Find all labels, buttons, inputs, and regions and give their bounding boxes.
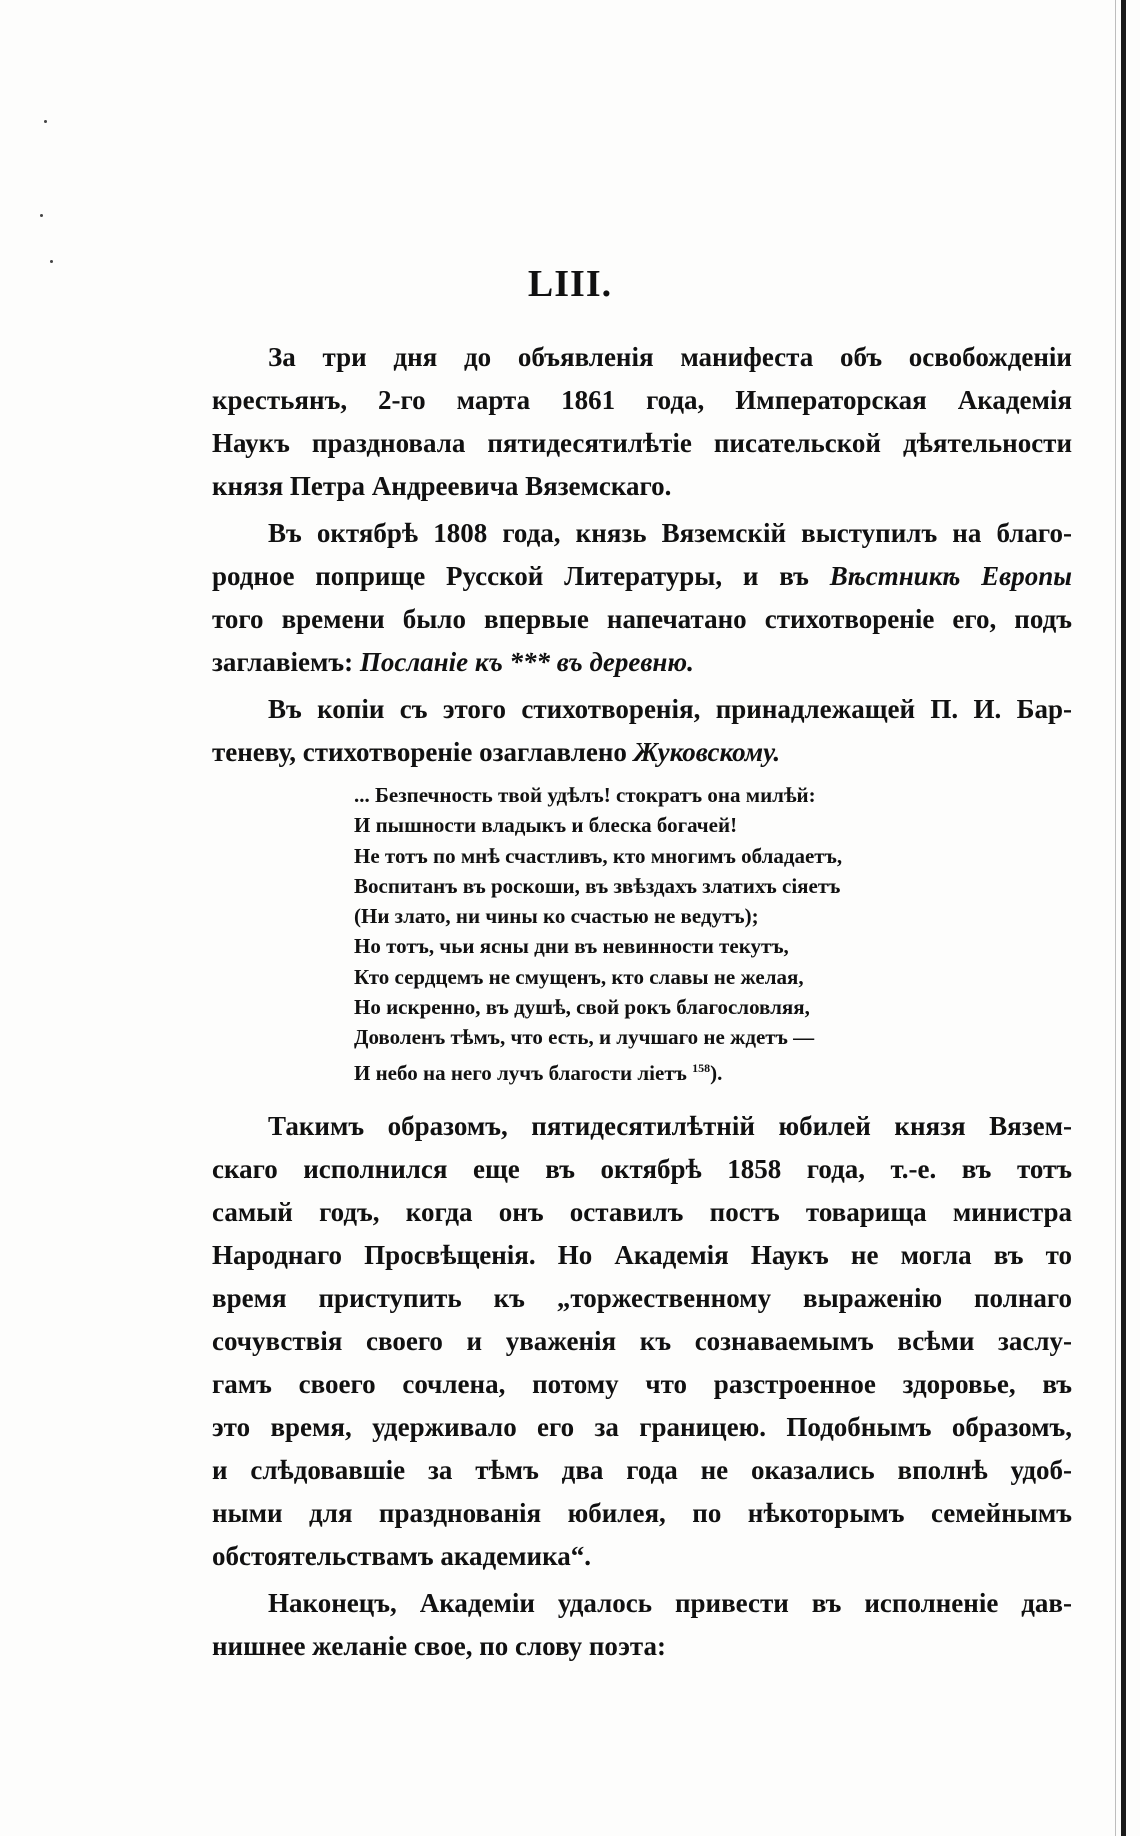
paragraph-4 — [212, 1105, 1072, 1578]
text-line: князя Петра Андреевича Вяземскаго. — [212, 471, 672, 501]
verse-line: ... Безпечность твой удѣлъ! стократъ она милѣй: — [354, 783, 816, 807]
text-line: Въ октябрѣ 1808 года, князь Вяземскій выступилъ на благо- — [268, 518, 1072, 548]
scan-speck — [44, 120, 47, 123]
dedicatee-name: Жуковскому. — [633, 737, 781, 767]
text-segment: теневу, стихотвореніе озаглавлено — [212, 737, 634, 767]
text-line: нишнее желаніе свое, по слову поэта: — [212, 1631, 667, 1661]
text-line — [212, 731, 1072, 774]
verse-line: Но искренно, въ душѣ, свой рокъ благословляя, — [354, 995, 810, 1020]
text-line — [212, 641, 1072, 684]
poem-title: Посланіе къ *** въ деревню. — [359, 647, 694, 677]
main-text-lower — [212, 1105, 1072, 1668]
text-line: сочувствія своего и уваженія къ сознаваемымъ всѣми заслу- — [212, 1326, 1072, 1356]
text-line: Народнаго Просвѣщенія. Но Академія Наукъ не могла въ то — [212, 1240, 1072, 1270]
verse-line: Воспитанъ въ роскоши, въ звѣздахъ златихъ сіяетъ — [354, 873, 841, 898]
text-line: крестьянъ, 2-го марта 1861 года, Императорская Академія — [212, 385, 1072, 415]
text-line: За три дня до объявленія манифеста объ освобожденіи — [268, 342, 1072, 372]
paragraph-2 — [212, 512, 1072, 684]
paragraph-1 — [212, 336, 1072, 508]
verse-line — [354, 1053, 954, 1083]
paragraph-5 — [212, 1582, 1072, 1668]
footnote-marker: 158 — [692, 1060, 711, 1075]
paragraph-3 — [212, 688, 1072, 774]
verse-line: Доволенъ тѣмъ, что есть, и лучшаго не ждетъ — — [354, 1025, 815, 1050]
text-line: самый годъ, когда онъ оставилъ постъ товарища министра — [212, 1197, 1072, 1227]
verse-line: Не тотъ по мнѣ счастливъ, кто многимъ обладаетъ, — [354, 843, 843, 868]
text-line: Наукъ праздновала пятидесятилѣтіе писательской дѣятельности — [212, 428, 1072, 458]
verse-line: (Ни злато, ни чины ко счастью не ведутъ); — [354, 904, 759, 929]
text-line: того времени было впервые напечатано стихотвореніе его, подъ — [212, 604, 1072, 634]
verse-line: Кто сердцемъ не смущенъ, кто славы не желая, — [354, 964, 804, 989]
verse-text: И небо на него лучъ благости ліетъ — [354, 1060, 687, 1085]
text-line: ными для празднованія юбилея, по нѣкоторымъ семейнымъ — [212, 1498, 1072, 1528]
text-line: Наконецъ, Академіи удалось привести въ исполненіе дав- — [268, 1588, 1072, 1618]
verse-end: ). — [710, 1060, 723, 1085]
verse-block — [354, 780, 954, 1083]
journal-title: Вѣстникѣ Европы — [829, 561, 1072, 591]
text-line — [212, 555, 1072, 598]
text-line: это время, удерживало его за границею. Подобнымъ образомъ, — [212, 1412, 1072, 1442]
text-line: гамъ своего сочлена, потому что разстроенное здоровье, въ — [212, 1369, 1072, 1399]
verse-line: Но тотъ, чьи ясны дни въ невинности текутъ, — [354, 934, 789, 959]
text-line: скаго исполнился еще въ октябрѣ 1858 года, т.-е. въ тотъ — [212, 1154, 1072, 1184]
verse-line: И пышности владыкъ и блеска богачей! — [354, 813, 738, 838]
scan-speck — [40, 214, 43, 217]
main-text-upper — [212, 336, 1072, 774]
chapter-heading: LIII. — [527, 263, 613, 305]
text-line: время приступить къ „торжественному выраженію полнаго — [212, 1283, 1072, 1313]
text-line: и слѣдовавшіе за тѣмъ два года не оказались вполнѣ удоб- — [212, 1455, 1072, 1485]
text-line: обстоятельствамъ академика“. — [212, 1541, 592, 1571]
text-line: Такимъ образомъ, пятидесятилѣтній юбилей князя Вязем- — [268, 1111, 1072, 1141]
text-line: Въ копіи съ этого стихотворенія, принадлежащей П. И. Бар- — [268, 694, 1072, 724]
text-segment: заглавіемъ: — [212, 647, 360, 677]
text-segment: родное поприще Русской Литературы, и въ — [212, 561, 830, 591]
